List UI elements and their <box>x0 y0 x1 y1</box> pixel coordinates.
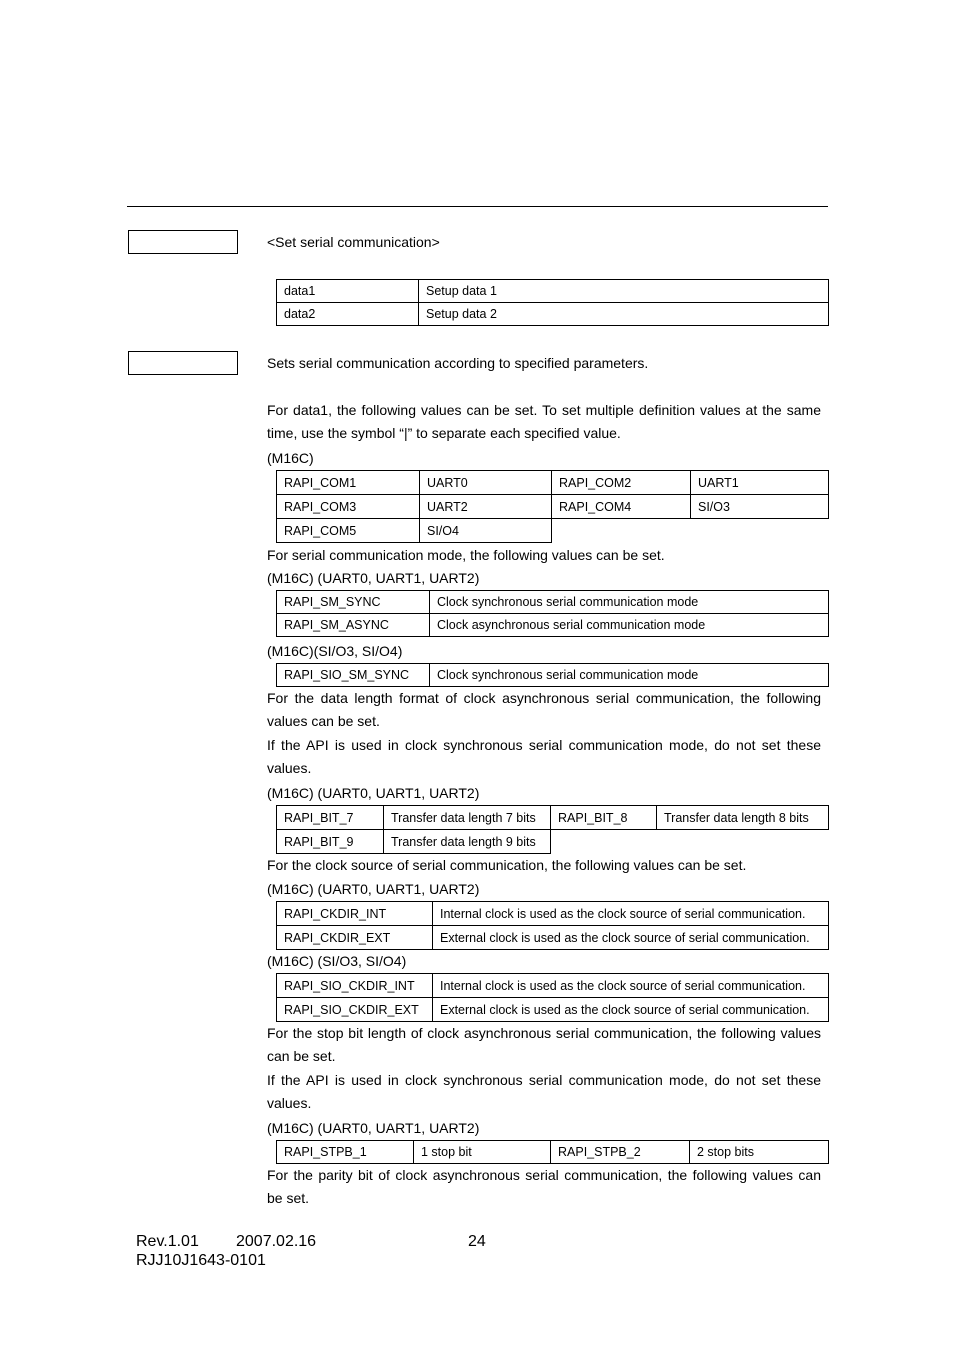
table-cell: Transfer data length 7 bits <box>384 806 551 830</box>
table-row <box>277 519 829 543</box>
table-row <box>277 830 829 854</box>
header-rule <box>127 206 828 207</box>
label-uart: (M16C) (UART0, UART1, UART2) <box>267 1120 480 1136</box>
table-cell: RAPI_COM4 <box>552 495 691 519</box>
table-cell: Clock asynchronous serial communication mode <box>430 614 829 637</box>
table-cell: Setup data 2 <box>419 303 829 326</box>
table-cell: RAPI_SM_SYNC <box>277 591 430 614</box>
table-cell-empty <box>657 830 829 854</box>
table-row <box>277 614 829 637</box>
param-table <box>276 279 829 326</box>
table-cell: RAPI_BIT_7 <box>277 806 384 830</box>
table-cell: UART1 <box>691 471 829 495</box>
table-cell: RAPI_SIO_SM_SYNC <box>277 664 430 687</box>
table-cell: UART2 <box>420 495 552 519</box>
footer-revision: Rev.1.01 <box>136 1233 199 1250</box>
section-label-box-format <box>128 230 238 254</box>
label-uart: (M16C) (UART0, UART1, UART2) <box>267 570 480 586</box>
table-cell: RAPI_COM5 <box>277 519 420 543</box>
table-row <box>277 591 829 614</box>
table-row <box>277 280 829 303</box>
table-cell: External clock is used as the clock source of serial communication. <box>433 926 829 950</box>
table-row <box>277 664 829 687</box>
footer-date: 2007.02.16 <box>236 1233 317 1250</box>
table-cell: Clock synchronous serial communication mode <box>430 591 829 614</box>
bit-table <box>276 805 829 854</box>
table-cell: RAPI_COM3 <box>277 495 420 519</box>
paragraph-datalen: For the data length format of clock asynchronous serial communication, the following values can be set. <box>267 690 821 729</box>
page-number: 24 <box>468 1233 486 1250</box>
label-m16c: (M16C) <box>267 450 314 466</box>
section-label-box-description <box>128 351 238 375</box>
table-cell: RAPI_SIO_CKDIR_INT <box>277 974 433 998</box>
table-row <box>277 998 829 1022</box>
table-cell: data1 <box>277 280 419 303</box>
table-cell: RAPI_STPB_1 <box>277 1141 414 1164</box>
table-cell: SI/O3 <box>691 495 829 519</box>
stpb-table <box>276 1140 829 1164</box>
table-row <box>277 974 829 998</box>
table-cell: Transfer data length 9 bits <box>384 830 551 854</box>
label-sio: (M16C) (SI/O3, SI/O4) <box>267 953 407 969</box>
table-row <box>277 926 829 950</box>
table-cell: data2 <box>277 303 419 326</box>
sio-sm-table <box>276 663 829 687</box>
paragraph-clock: For the clock source of serial communication, the following values can be set. <box>267 857 747 873</box>
table-cell: Internal clock is used as the clock source of serial communication. <box>433 974 829 998</box>
paragraph-mode: For serial communication mode, the following values can be set. <box>267 547 665 563</box>
table-cell: RAPI_BIT_8 <box>551 806 657 830</box>
table-cell-empty <box>691 519 829 543</box>
table-cell: 2 stop bits <box>690 1141 829 1164</box>
table-cell: RAPI_COM1 <box>277 471 420 495</box>
table-cell: RAPI_COM2 <box>552 471 691 495</box>
paragraph-stop: For the stop bit length of clock asynchronous serial communication, the following values can be set. <box>267 1025 821 1064</box>
table-row <box>277 495 829 519</box>
table-row <box>277 471 829 495</box>
label-uart: (M16C) (UART0, UART1, UART2) <box>267 785 480 801</box>
table-cell: Clock synchronous serial communication mode <box>430 664 829 687</box>
table-row <box>277 1141 829 1164</box>
table-cell: RAPI_BIT_9 <box>277 830 384 854</box>
footer-document-id: RJJ10J1643-0101 <box>136 1252 266 1269</box>
table-cell: RAPI_STPB_2 <box>551 1141 690 1164</box>
description-intro: Sets serial communication according to specified parameters. <box>267 355 649 371</box>
table-cell: RAPI_CKDIR_EXT <box>277 926 433 950</box>
table-cell: Setup data 1 <box>419 280 829 303</box>
paragraph-warning: If the API is used in clock synchronous serial communication mode, do not set these values. <box>267 1072 821 1111</box>
table-cell-empty <box>552 519 691 543</box>
ckdir-table <box>276 901 829 950</box>
paragraph-data1: For data1, the following values can be set. To set multiple definition values at the same time, use the symbol “|” to separate each specified value. <box>267 402 821 441</box>
table-row <box>277 902 829 926</box>
table-cell-empty <box>551 830 657 854</box>
com-table <box>276 470 829 543</box>
table-cell: RAPI_CKDIR_INT <box>277 902 433 926</box>
sm-table <box>276 590 829 637</box>
label-uart: (M16C) (UART0, UART1, UART2) <box>267 881 480 897</box>
paragraph-warning: If the API is used in clock synchronous serial communication mode, do not set these values. <box>267 737 821 776</box>
table-cell: Transfer data length 8 bits <box>657 806 829 830</box>
table-cell: Internal clock is used as the clock source of serial communication. <box>433 902 829 926</box>
sio-ckdir-table <box>276 973 829 1022</box>
label-sio: (M16C)(SI/O3, SI/O4) <box>267 643 403 659</box>
table-row <box>277 806 829 830</box>
paragraph-parity: For the parity bit of clock asynchronous serial communication, the following values can be set. <box>267 1167 821 1206</box>
table-cell: RAPI_SIO_CKDIR_EXT <box>277 998 433 1022</box>
table-cell: RAPI_SM_ASYNC <box>277 614 430 637</box>
table-cell: UART0 <box>420 471 552 495</box>
format-title: <Set serial communication> <box>267 234 440 250</box>
table-cell: External clock is used as the clock source of serial communication. <box>433 998 829 1022</box>
table-row <box>277 303 829 326</box>
table-cell: SI/O4 <box>420 519 552 543</box>
table-cell: 1 stop bit <box>414 1141 551 1164</box>
